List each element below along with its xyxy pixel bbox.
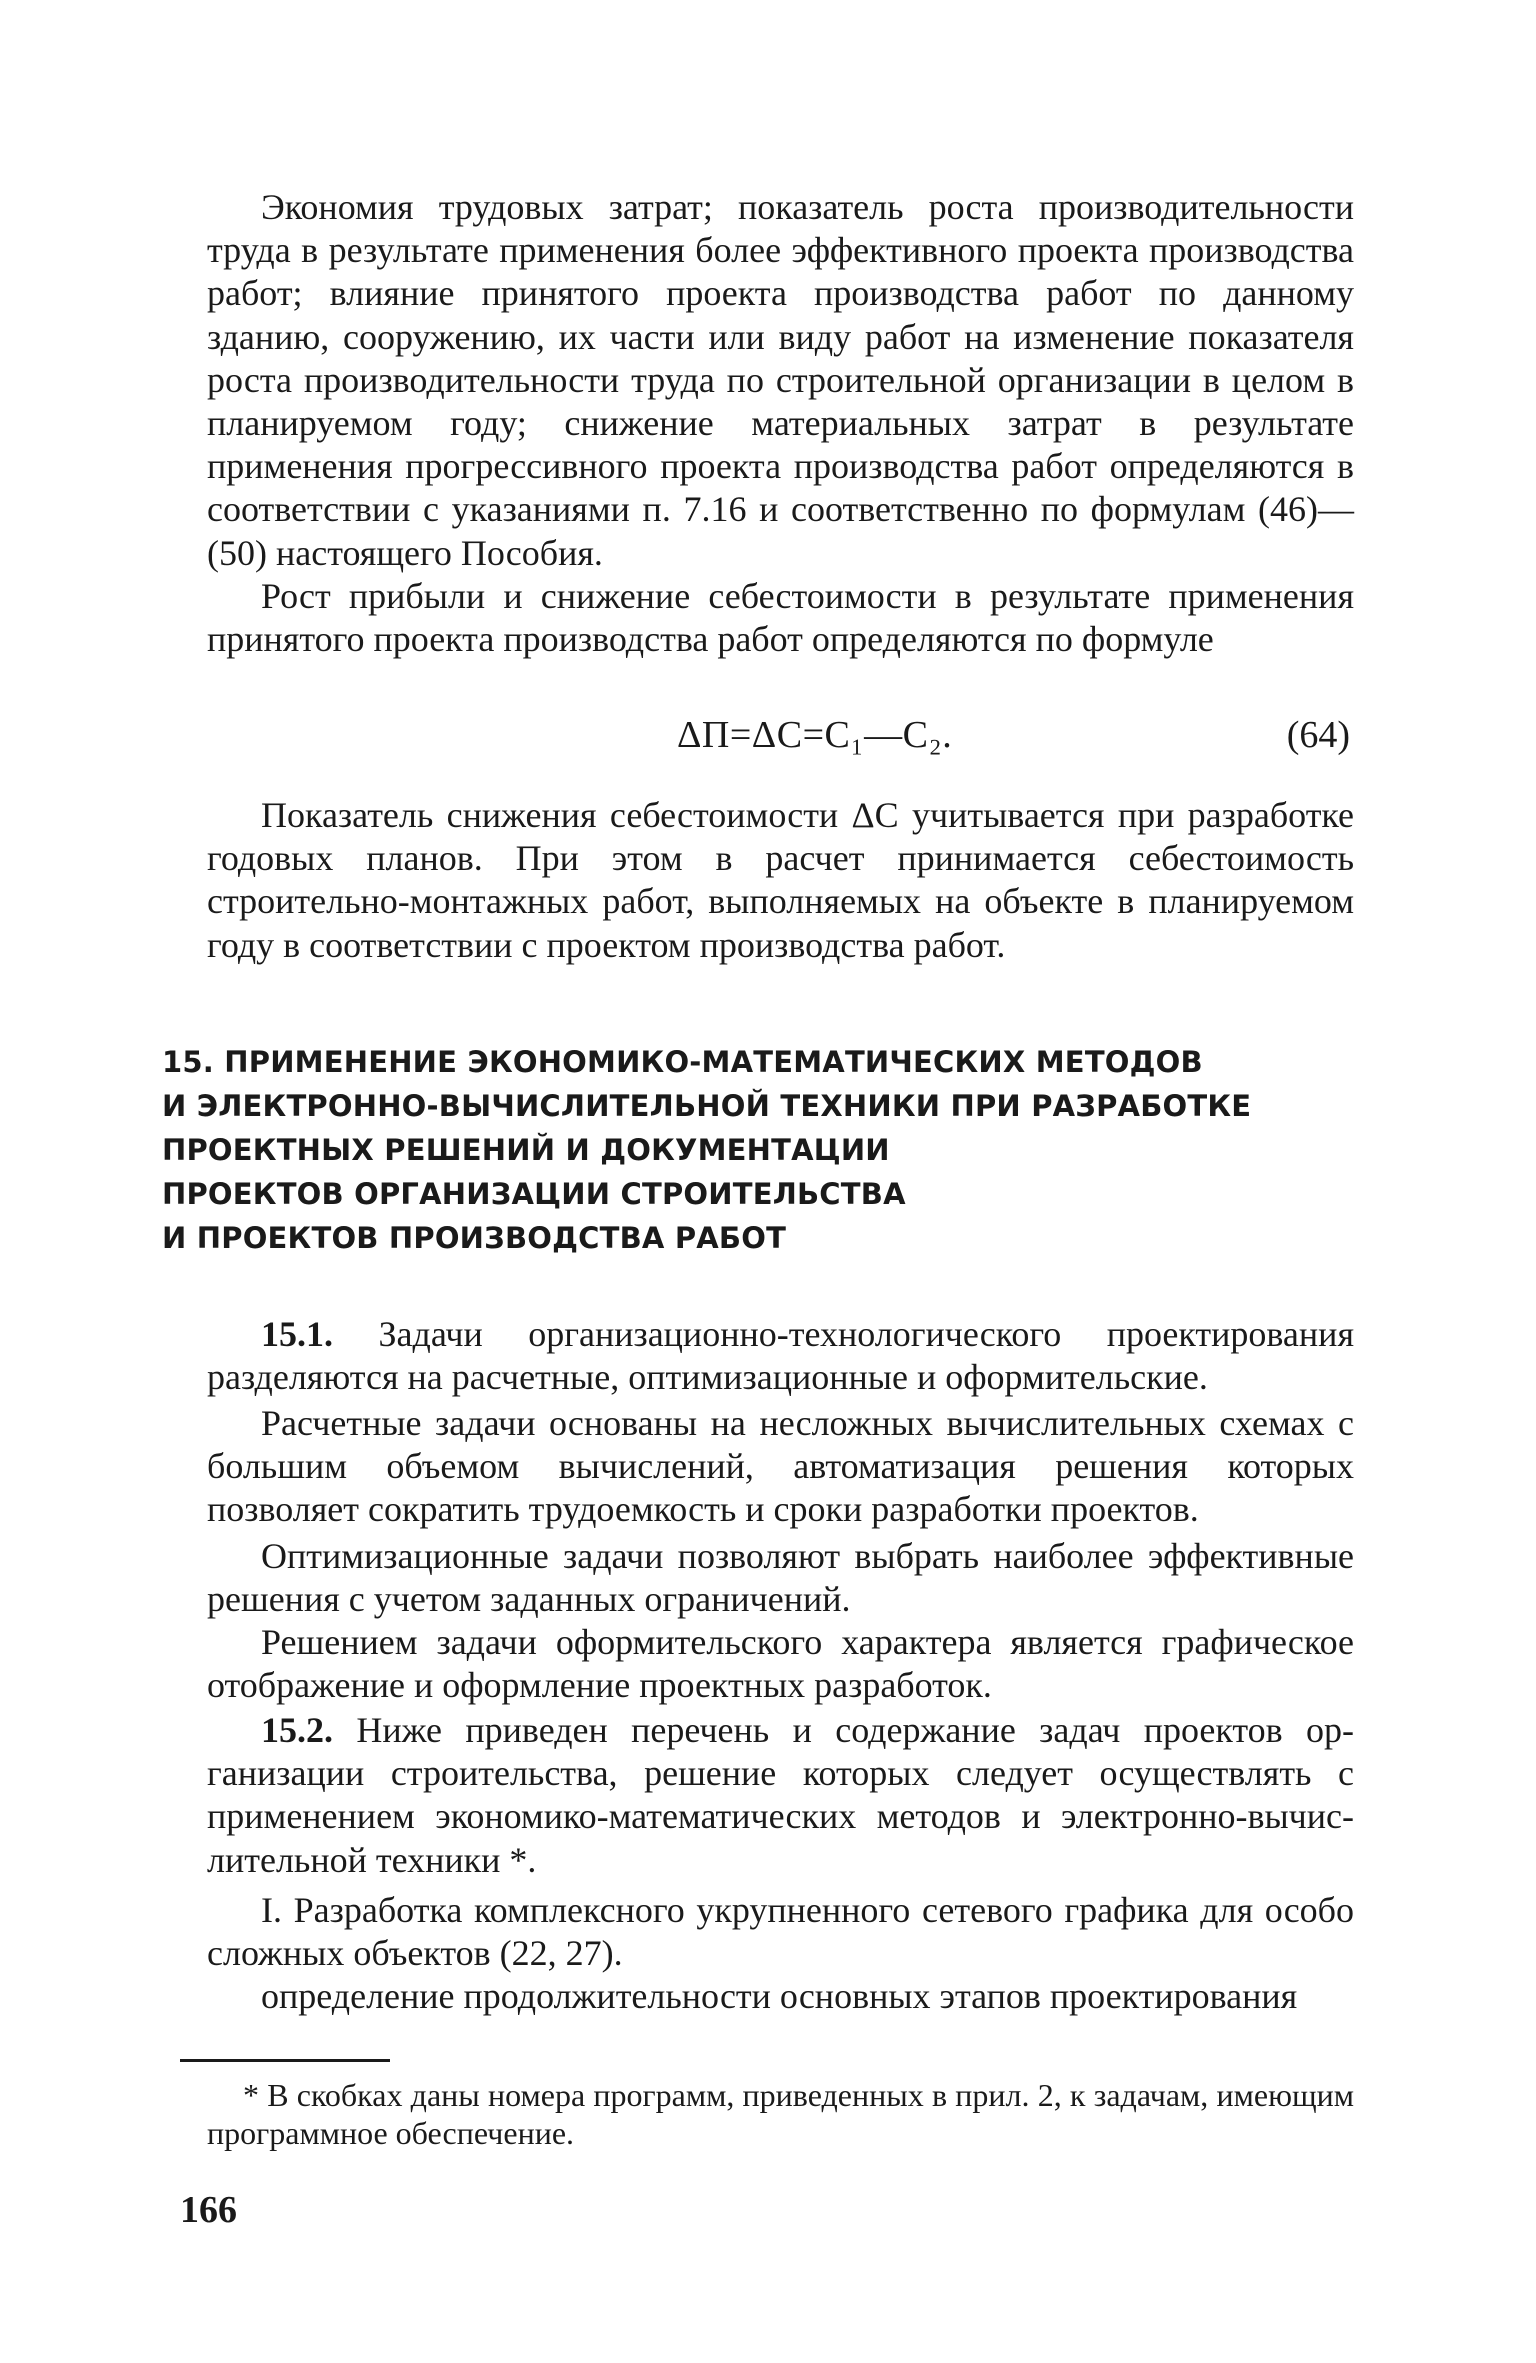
paragraph-calculation-tasks: Расчетные задачи основаны на несложных вычислительных схемах с большим объемом вычислений, автоматизация решения которых позволяет сократить трудоемкость и сроки разработки проектов. — [207, 1403, 1354, 1530]
paragraph-duration: определение продолжительности основных этапов проектирования — [261, 1976, 1298, 2016]
clause-text: Ниже приведен перечень и содержание задач проектов организации строительства, решение которых следует осуществлять с применением экономико-математических методов и электронно-вычислительной техники *. — [207, 1710, 1355, 1880]
formula-number: (64) — [1286, 714, 1350, 756]
footnote-divider — [180, 2059, 390, 2062]
paragraph-item-1: I. Разработка комплексного укрупненного сетевого графика для особо сложных объектов (22, 27). — [207, 1890, 1354, 1974]
heading-line: 15. ПРИМЕНЕНИЕ ЭКОНОМИКО-МАТЕМАТИЧЕСКИХ МЕТОДОВ — [162, 1045, 1203, 1079]
paragraph-formatting-tasks: Решением задачи оформительского характера является графическое отображение и оформление проектных разработок. — [207, 1622, 1354, 1706]
clause-text: Задачи организационно-технологического проектирования разделяются на расчетные, оптимизационные и оформительские. — [207, 1314, 1354, 1398]
clause-number: 15.2. — [261, 1710, 333, 1750]
heading-line: ПРОЕКТНЫХ РЕШЕНИЙ И ДОКУМЕНТАЦИИ — [162, 1133, 890, 1167]
paragraph-labor-economy: Экономия трудовых затрат; показатель роста производительности труда в результате применения более эффективного проекта производства работ; влияние принятого проекта производства работ по данному зданию, сооружению, их части или виду работ на изменение показателя роста производительности труда по строительной организации в целом в планируемом году; снижение материальных затрат в результате применения прогрессивного проекта производства работ определяются в соответствии с указаниями п. 7.16 и соответственно по формулам (46)—(50) настоящего Пособия. — [207, 187, 1354, 573]
footnote: * В скобках даны номера программ, приведенных в прил. 2, к задачам, имеющим программное обеспечение. — [207, 2077, 1354, 2151]
formula-64 — [207, 710, 1354, 760]
paragraph-cost-indicator: Показатель снижения себестоимости ΔС учитывается при разработке годовых планов. При этом в расчет принимается себестоимость строительно-монтажных работ, выполняемых на объекте в планируемом году в соответствии с проектом производства работ. — [207, 795, 1354, 965]
heading-line: ПРОЕКТОВ ОРГАНИЗАЦИИ СТРОИТЕЛЬСТВА — [162, 1177, 906, 1211]
formula-expression: ΔП=ΔС=С₁—С₂. — [677, 714, 953, 756]
page-number: 166 — [180, 2189, 237, 2231]
paragraph-15-2 — [207, 1709, 1354, 1882]
heading-line: И ПРОЕКТОВ ПРОИЗВОДСТВА РАБОТ — [162, 1221, 787, 1255]
section-heading-15 — [162, 1040, 1362, 1260]
clause-number: 15.1. — [261, 1314, 333, 1354]
paragraph-15-1 — [207, 1313, 1354, 1399]
heading-line: И ЭЛЕКТРОННО-ВЫЧИСЛИТЕЛЬНОЙ ТЕХНИКИ ПРИ РАЗРАБОТКЕ — [162, 1089, 1252, 1123]
paragraph-optimization-tasks: Оптимизационные задачи позволяют выбрать наиболее эффективные решения с учетом заданных ограничений. — [207, 1536, 1354, 1620]
paragraph-profit-growth: Рост прибыли и снижение себестоимости в результате применения принятого проекта производства работ определяются по формуле — [207, 576, 1354, 660]
